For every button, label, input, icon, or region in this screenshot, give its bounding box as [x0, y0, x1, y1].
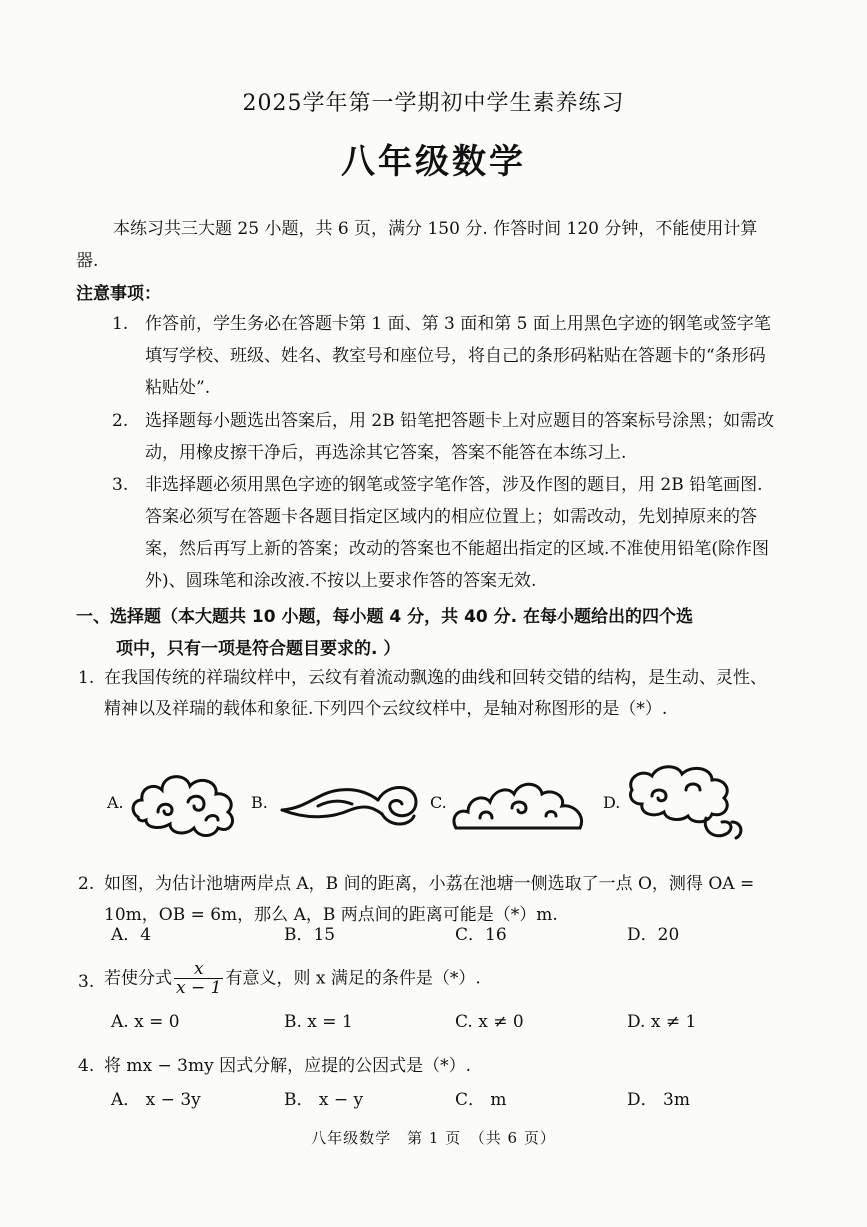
option-b-label: B.	[251, 793, 268, 812]
section-heading-line2: 项中，只有一项是符合题目要求的. ）	[116, 639, 401, 659]
question-1	[78, 663, 778, 759]
notice-heading: 注意事项：	[76, 284, 161, 304]
page-footer: 八年级数学 第 1 页 （共 6 页）	[311, 1129, 556, 1147]
question-text: 在我国传统的祥瑞纹样中，云纹有着流动飘逸的曲线和回转交错的结构，是生动、灵性、精神以及祥瑞的载体和象征.下列四个云纹纹样中，是轴对称图形的是（*）.	[104, 668, 767, 719]
option-b: B． x − y	[284, 1090, 364, 1110]
cloud-pattern-c-image	[450, 768, 590, 836]
section-heading-line1: 一、选择题（本大题共 10 小题，每小题 4 分，共 40 分. 在每小题给出的四个选	[76, 607, 694, 627]
option-c: C． m	[455, 1090, 507, 1110]
question-text: 如图，为估计池塘两岸点 A，B 间的距离，小荔在池塘一侧选取了一点 O，测得 OA = 10m，OB = 6m，那么 A，B 两点间的距离可能是（*）m.	[104, 874, 755, 925]
question-text	[104, 960, 776, 997]
subject-title: 八年级数学	[341, 142, 526, 182]
option-d-label: D.	[603, 793, 621, 812]
notice-item-number: 3.	[112, 475, 129, 495]
notice-item	[112, 469, 775, 599]
question-text: 将 mx − 3my 因式分解，应提的公因式是（*）.	[104, 1056, 472, 1076]
question-4	[78, 1051, 778, 1083]
cloud-pattern-d-image	[622, 760, 748, 844]
question-number: 2.	[78, 874, 95, 894]
notice-item-text: 选择题每小题选出答案后，用 2B 铅笔把答题卡上对应题目的答案标号涂黑；如需改动，用橡皮擦干净后，再选涂其它答案，答案不能答在本练习上.	[145, 411, 775, 463]
question-number: 4.	[78, 1056, 95, 1076]
exam-title: 2025学年第一学期初中学生素养练习	[242, 91, 625, 116]
fraction-denominator: x − 1	[176, 978, 222, 998]
question-3	[78, 960, 778, 1004]
intro-paragraph: 本练习共三大题 25 小题，共 6 页，满分 150 分. 作答时间 120 分钟，不能使用计算器.	[76, 219, 758, 271]
notice-item	[112, 308, 775, 408]
question-number: 1.	[78, 668, 95, 688]
question-text-after: 有意义，则 x 满足的条件是（*）.	[225, 968, 481, 989]
question-text-before: 若使分式	[104, 968, 172, 989]
option-c: C. x ≠ 0	[455, 1012, 524, 1032]
cloud-pattern-b-image	[278, 770, 423, 832]
fraction	[174, 960, 223, 997]
notice-item	[112, 405, 775, 471]
option-c: C．16	[455, 925, 507, 945]
option-b: B. x = 1	[284, 1012, 353, 1032]
fraction-numerator: x	[174, 960, 223, 979]
option-d: D. x ≠ 1	[627, 1012, 697, 1032]
notice-item-text: 非选择题必须用黑色字迹的钢笔或签字笔作答，涉及作图的题目，用 2B 铅笔画图.答案必须写在答题卡各题目指定区域内的相应位置上；如需改动，先划掉原来的答案，然后再写上新的答案；改动的答案也不能超出指定的区域.不准使用铅笔(除作图外)、圆珠笔和涂改液.不按以上要求作答的答案无效.	[145, 475, 770, 591]
option-a: A． x − 3y	[111, 1090, 201, 1110]
notice-item-text: 作答前，学生务必在答题卡第 1 面、第 3 面和第 5 面上用黑色字迹的钢笔或签字笔填写学校、班级、姓名、教室号和座位号，将自己的条形码粘贴在答题卡的“条形码粘贴处”.	[145, 314, 771, 398]
option-c-label: C.	[430, 793, 447, 812]
cloud-pattern-a-image	[128, 762, 246, 840]
option-b: B．15	[284, 925, 336, 945]
notice-item-number: 2.	[112, 411, 129, 431]
section-heading	[76, 601, 776, 665]
option-a: A. x = 0	[111, 1012, 180, 1032]
notice-item-number: 1.	[112, 314, 129, 334]
option-a: A．4	[111, 925, 152, 945]
question-number: 3.	[78, 972, 95, 992]
option-a-label: A.	[107, 793, 124, 812]
option-d: D． 3m	[627, 1090, 690, 1110]
option-d: D．20	[627, 925, 680, 945]
